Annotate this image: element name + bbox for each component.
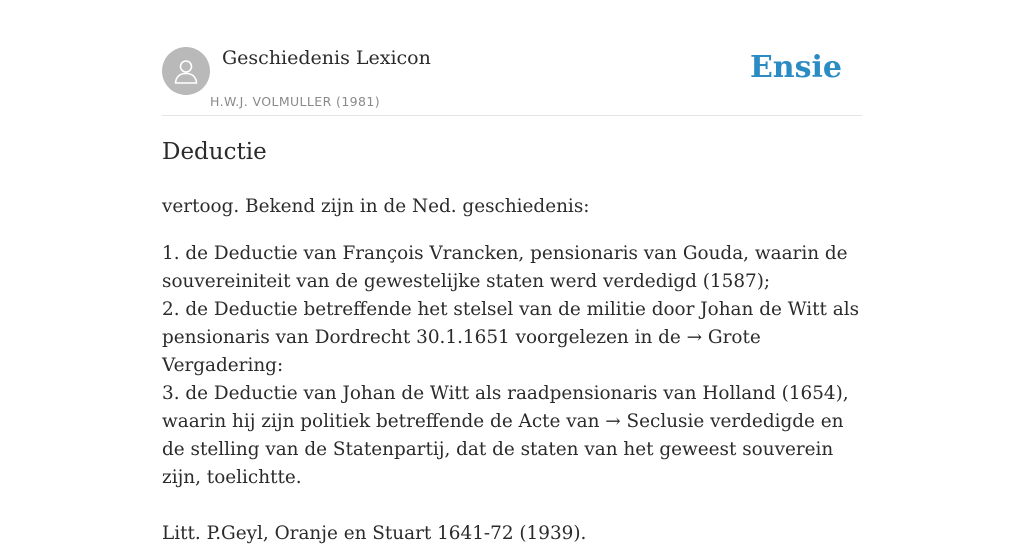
entry-intro: vertoog. Bekend zijn in de Ned. geschiedenis: (162, 196, 590, 217)
user-icon (172, 57, 200, 85)
entry-title: Deductie (162, 139, 267, 165)
entry-item-3: 3. de Deductie van Johan de Witt als raadpensionaris van Holland (1654), waarin hij zijn politiek betreffende de Acte van → Seclusie verdedigde en de stelling van de Statenpartij, dat de staten van het geweest souverein zijn, toelichtte. (162, 383, 849, 488)
entry-item-1: 1. de Deductie van François Vrancken, pensionaris van Gouda, waarin de souvereiniteit van de gewestelijke staten werd verdedigd (1587); (162, 243, 848, 292)
page-header (162, 44, 862, 116)
author-name[interactable]: H.W.J. VOLMULLER (1981) (210, 94, 381, 109)
author-avatar[interactable] (162, 47, 210, 95)
entry-item-2: 2. de Deductie betreffende het stelsel van de militie door Johan de Witt als pensionaris van Dordrecht 30.1.1651 voorgelezen in de → Grote Vergadering: (162, 299, 860, 376)
entry-literature: Litt. P.Geyl, Oranje en Stuart 1641-72 (1939). (162, 523, 587, 544)
entry-body (162, 193, 867, 548)
book-title[interactable]: Geschiedenis Lexicon (222, 47, 431, 69)
paragraph-gap (162, 492, 867, 520)
ensie-logo[interactable]: Ensie (749, 50, 842, 85)
